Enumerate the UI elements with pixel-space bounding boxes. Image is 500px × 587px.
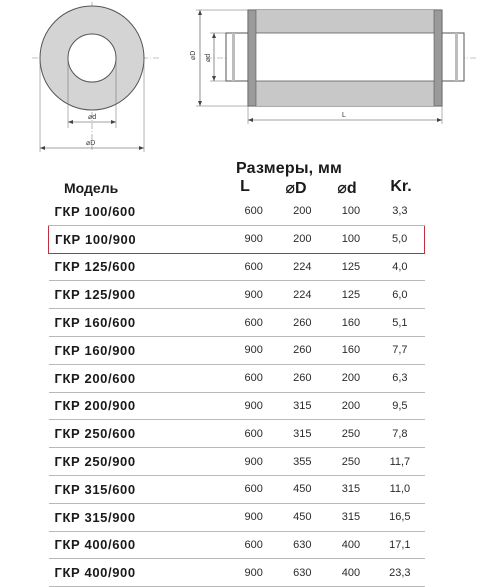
model-cell: ГКР 125/600 <box>49 253 230 281</box>
weight-cell: 7,8 <box>375 420 424 448</box>
outer-diameter-cell: 355 <box>278 448 327 476</box>
outer-diameter-cell: 260 <box>278 309 327 337</box>
model-cell: ГКР 400/900 <box>49 559 230 587</box>
inner-diameter-cell: 160 <box>327 309 376 337</box>
inner-diameter-cell: 125 <box>327 253 376 281</box>
length-cell: 600 <box>229 253 278 281</box>
length-cell: 900 <box>229 448 278 476</box>
weight-cell: 9,5 <box>375 392 424 420</box>
model-cell: ГКР 100/900 <box>49 225 230 253</box>
outer-diameter-cell: 260 <box>278 336 327 364</box>
model-cell: ГКР 250/900 <box>49 448 230 476</box>
model-cell: ГКР 400/600 <box>49 531 230 559</box>
table-row <box>49 364 425 392</box>
inner-diameter-cell: 160 <box>327 336 376 364</box>
front-inner-dim-label: ⌀d <box>88 114 97 121</box>
model-column-header: Модель <box>64 180 119 196</box>
table-row <box>49 281 425 309</box>
side-outer-dim-label: ⌀D <box>190 50 197 60</box>
inner-diameter-cell: 100 <box>327 198 376 225</box>
dimensions-title: Размеры, мм <box>236 160 343 177</box>
weight-column-header: Kr. <box>390 178 412 195</box>
outer-diameter-cell: 224 <box>278 253 327 281</box>
weight-cell: 7,7 <box>375 336 424 364</box>
length-cell: 900 <box>229 336 278 364</box>
inner-diameter-cell: 250 <box>327 448 376 476</box>
weight-cell: 17,1 <box>375 531 424 559</box>
model-cell: ГКР 160/600 <box>49 309 230 337</box>
model-cell: ГКР 160/900 <box>49 336 230 364</box>
table-row <box>49 420 425 448</box>
outer-diameter-cell: 630 <box>278 559 327 587</box>
inner-diameter-cell: 100 <box>327 225 376 253</box>
inner-diameter-cell: 400 <box>327 559 376 587</box>
table-row <box>49 309 425 337</box>
inner-diameter-cell: 315 <box>327 475 376 503</box>
model-cell: ГКР 125/900 <box>49 281 230 309</box>
length-cell: 600 <box>229 531 278 559</box>
inner-diameter-column-header: ⌀d <box>337 180 357 197</box>
model-cell: ГКР 315/600 <box>49 475 230 503</box>
front-outer-dim-label: ⌀D <box>86 140 96 147</box>
length-cell: 900 <box>229 559 278 587</box>
outer-diameter-cell: 200 <box>278 198 327 225</box>
table-row <box>49 336 425 364</box>
front-view <box>32 2 160 152</box>
table-row <box>49 475 425 503</box>
model-cell: ГКР 200/900 <box>49 392 230 420</box>
inner-diameter-cell: 200 <box>327 364 376 392</box>
weight-cell: 11,7 <box>375 448 424 476</box>
inner-diameter-cell: 315 <box>327 503 376 531</box>
table-header <box>0 158 500 202</box>
table-row <box>49 559 425 587</box>
weight-cell: 3,3 <box>375 198 424 225</box>
length-cell: 600 <box>229 309 278 337</box>
side-inner-dim-label: ⌀d <box>205 53 212 62</box>
outer-diameter-cell: 450 <box>278 503 327 531</box>
inner-diameter-cell: 400 <box>327 531 376 559</box>
inner-diameter-cell: 250 <box>327 420 376 448</box>
side-length-dim-label: L <box>342 112 346 119</box>
length-column-header: L <box>240 178 250 195</box>
length-cell: 600 <box>229 364 278 392</box>
table-row <box>49 225 425 253</box>
weight-cell: 4,0 <box>375 253 424 281</box>
outer-diameter-cell: 224 <box>278 281 327 309</box>
outer-diameter-cell: 630 <box>278 531 327 559</box>
table-row <box>49 253 425 281</box>
outer-diameter-cell: 200 <box>278 225 327 253</box>
inner-diameter-cell: 200 <box>327 392 376 420</box>
weight-cell: 6,0 <box>375 281 424 309</box>
weight-cell: 23,3 <box>375 559 424 587</box>
model-cell: ГКР 315/900 <box>49 503 230 531</box>
model-cell: ГКР 200/600 <box>49 364 230 392</box>
side-view <box>190 10 476 124</box>
weight-cell: 5,0 <box>375 225 424 253</box>
outer-diameter-cell: 260 <box>278 364 327 392</box>
table-row <box>49 503 425 531</box>
technical-drawing <box>0 0 500 160</box>
table-row <box>49 198 425 225</box>
outer-diameter-cell: 315 <box>278 392 327 420</box>
length-cell: 900 <box>229 503 278 531</box>
table-row <box>49 531 425 559</box>
table-row <box>49 392 425 420</box>
outer-diameter-column-header: ⌀D <box>285 180 307 197</box>
length-cell: 900 <box>229 281 278 309</box>
weight-cell: 16,5 <box>375 503 424 531</box>
length-cell: 600 <box>229 475 278 503</box>
length-cell: 600 <box>229 420 278 448</box>
weight-cell: 11,0 <box>375 475 424 503</box>
length-cell: 600 <box>229 198 278 225</box>
length-cell: 900 <box>229 392 278 420</box>
weight-cell: 5,1 <box>375 309 424 337</box>
model-cell: ГКР 100/600 <box>49 198 230 225</box>
inner-diameter-cell: 125 <box>327 281 376 309</box>
model-cell: ГКР 250/600 <box>49 420 230 448</box>
spec-table <box>48 198 425 587</box>
length-cell: 900 <box>229 225 278 253</box>
outer-diameter-cell: 450 <box>278 475 327 503</box>
outer-diameter-cell: 315 <box>278 420 327 448</box>
weight-cell: 6,3 <box>375 364 424 392</box>
table-row <box>49 448 425 476</box>
